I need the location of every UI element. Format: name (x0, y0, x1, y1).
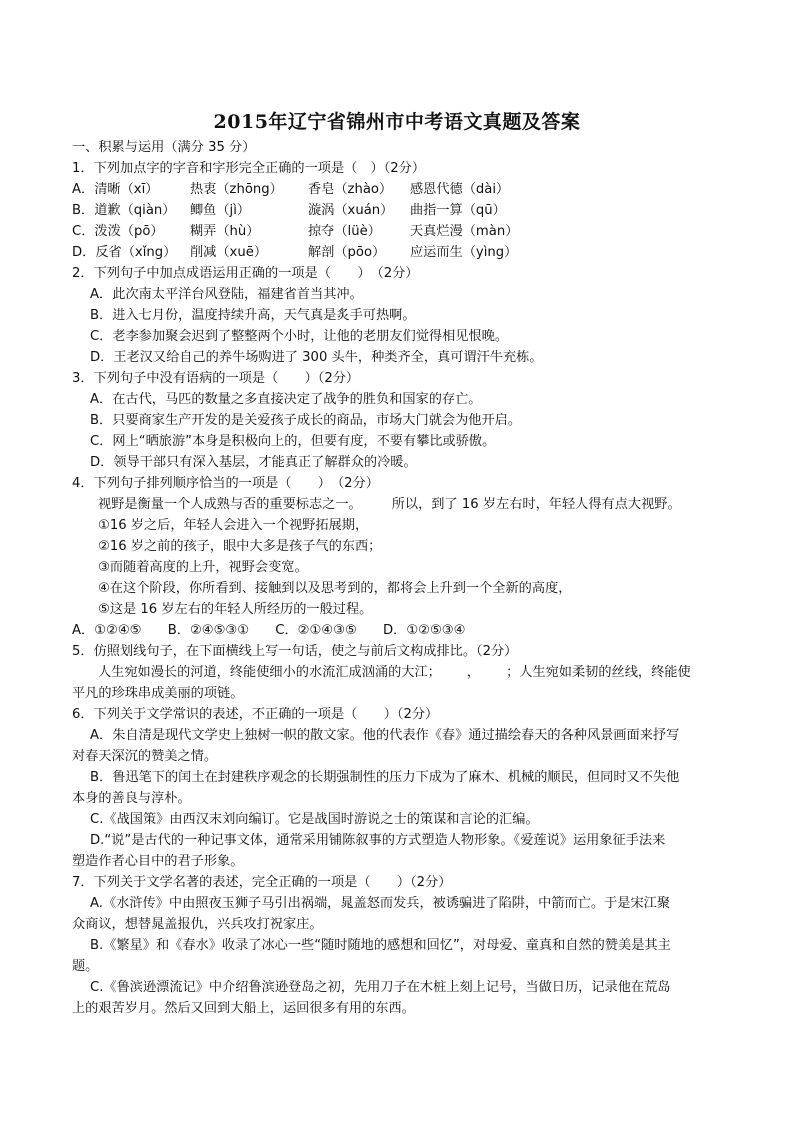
q5-line-1-a: 人生宛如漫长的河道，终能使细小的水流汇成汹涌的大江； (98, 665, 441, 680)
q1-a-2: 热衷（zhōng） (190, 182, 283, 197)
q1-a-4: 感恩代德（dài） (410, 182, 510, 197)
q1-c-2: 糊弄（hù） (190, 224, 260, 239)
q5-line-1 (98, 662, 730, 683)
q1-b-2: 鲫鱼（jì） (190, 203, 251, 218)
q6-option-b-line2: 本身的善良与淳朴。 (72, 791, 191, 806)
page-title: 2015年辽宁省锦州市中考语文真题及答案 (213, 111, 581, 133)
q1-b-3: 漩涡（xuán） (308, 203, 394, 218)
q6-option-d-line2: 塑造作者心目中的君子形象。 (72, 854, 244, 869)
q4-intro-a: 视野是衡量一个人成熟与否的重要标志之一。 (98, 497, 362, 512)
q2-option-b: B．进入七月份，温度持续升高，天气真是炙手可热啊。 (90, 308, 416, 323)
q4-sentence-3: ③而随着高度的上升，视野会变宽。 (98, 560, 308, 575)
q1-stem: 1．下列加点字的字音和字形完全正确的一项是（ ）（2分） (72, 161, 426, 176)
q3-option-b: B．只要商家生产开发的是关爱孩子成长的商品，市场大门就会为他开启。 (90, 413, 522, 428)
q7-option-b-line2: 题。 (72, 959, 99, 974)
q2-option-a: A．此次南太平洋台风登陆，福建省首当其冲。 (90, 287, 363, 302)
q5-line-2: 平凡的珍珠串成美丽的项链。 (72, 686, 244, 701)
q4-sentence-2: ②16 岁之前的孩子，眼中大多是孩子气的东西； (98, 539, 382, 554)
q7-option-a-line1: A.《水浒传》中由照夜玉狮子马引出祸端，晁盖怒而发兵，被诱骗进了陷阱，中箭而亡。于是宋江聚 (90, 896, 671, 911)
q1-a-3: 香皂（zhào） (308, 182, 393, 197)
q6-stem: 6．下列关于文学常识的表述，不正确的一项是（ ）（2分） (72, 707, 439, 722)
q6-option-d-line1: D.“说”是古代的一种记事文体，通常采用铺陈叙事的方式塑造人物形象。《爱莲说》运用象征手法来 (90, 833, 666, 848)
q3-option-c: C．网上“晒旅游”本身是积极向上的，但要有度，不要有攀比或骄傲。 (90, 434, 496, 449)
q4-option-c: C．②①④③⑤ (275, 623, 357, 638)
q7-option-c-line1: C.《鲁滨逊漂流记》中介绍鲁滨逊登岛之初，先用刀子在木桩上刻上记号，当做日历，记录他在荒岛 (90, 980, 671, 995)
q6-option-b-line1: B．鲁迅笔下的闰土在封建秩序观念的长期强制性的压力下成为了麻木、机械的顺民，但同时又不失他 (90, 770, 680, 785)
q1-c-3: 掠夺（lüè） (308, 224, 381, 239)
q1-option-c (72, 221, 732, 242)
q7-option-b-line1: B.《繁星》和《春水》收录了冰心一些“随时随地的感想和回忆”，对母爱、童真和自然的赞美是其主 (90, 938, 671, 953)
q1-c-1: C．泼泼（pō） (72, 224, 164, 239)
q2-option-c: C．老李参加聚会迟到了整整两个小时，让他的老朋友们觉得相见恨晚。 (90, 329, 509, 344)
q3-option-a: A．在古代，马匹的数量之多直接决定了战争的胜负和国家的存亡。 (90, 392, 482, 407)
q2-option-d: D．王老汉又给自己的养牛场购进了 300 头牛，种类齐全，真可谓汗牛充栋。 (90, 350, 543, 365)
q7-stem: 7．下列关于文学名著的表述，完全正确的一项是（ ）（2分） (72, 875, 452, 890)
q4-intro-b: 所以，到了 16 岁左右时，年轻人得有点大视野。 (391, 497, 681, 512)
q1-d-2: 削减（xuē） (190, 245, 268, 260)
q6-option-a-line1: A．朱自清是现代文学史上独树一帜的散文家。他的代表作《春》通过描绘春天的各种风景画面来抒写 (90, 728, 680, 743)
q1-b-4: 曲指一算（qū） (410, 203, 506, 218)
q4-stem: 4．下列句子排列顺序恰当的一项是（ ） （2分） (72, 476, 379, 491)
q4-options (72, 620, 732, 641)
q1-option-d (72, 242, 732, 263)
q5-stem: 5．仿照划线句子，在下面横线上写一句话，使之与前后文构成排比。（2分） (72, 644, 518, 659)
q3-option-d: D．领导干部只有深入基层，才能真正了解群众的冷暖。 (90, 455, 417, 470)
q6-option-c: C.《战国策》由西汉末刘向编订。它是战国时游说之士的策谋和言论的汇编。 (90, 812, 539, 827)
q4-sentence-4: ④在这个阶段，你所看到、接触到以及思考到的，都将会上升到一个全新的高度， (98, 581, 572, 596)
q7-option-c-line2: 上的艰苦岁月。然后又回到大船上，运回很多有用的东西。 (72, 1001, 415, 1016)
q1-option-a (72, 179, 732, 200)
q1-option-b (72, 200, 732, 221)
q4-option-a: A．①②④⑤ (72, 623, 142, 638)
q7-option-a-line2: 众商议，想替晁盖报仇，兴兵攻打祝家庄。 (72, 917, 323, 932)
q4-option-b: B．②④⑤③① (167, 623, 250, 638)
q4-intro (98, 494, 730, 515)
q1-d-4: 应运而生（yìng） (410, 245, 518, 260)
q6-option-a-line2: 对春天深沉的赞美之情。 (72, 749, 218, 764)
q4-sentence-5: ⑤这是 16 岁左右的年轻人所经历的一般过程。 (98, 602, 373, 617)
q5-line-1-c: ；人生宛如柔韧的丝线，终能使 (506, 665, 691, 680)
q1-a-1: A．清晰（xī） (72, 182, 159, 197)
section-heading: 一、积累与运用（满分 35 分） (72, 140, 256, 155)
q2-stem: 2．下列句子中加点成语运用正确的一项是（ ） （2分） (72, 266, 419, 281)
q1-c-4: 天真烂漫（màn） (410, 224, 519, 239)
q5-line-1-b: ， (466, 665, 481, 680)
q1-b-1: B．道歉（qiàn） (72, 203, 176, 218)
q3-stem: 3．下列句子中没有语病的一项是（ ）（2分） (72, 371, 360, 386)
q4-sentence-1: ①16 岁之后，年轻人会进入一个视野拓展期， (98, 518, 369, 533)
q1-d-3: 解剖（pōo） (308, 245, 386, 260)
q4-option-d: D．①②⑤③④ (382, 623, 466, 638)
q1-d-1: D．反省（xǐng） (72, 245, 177, 260)
